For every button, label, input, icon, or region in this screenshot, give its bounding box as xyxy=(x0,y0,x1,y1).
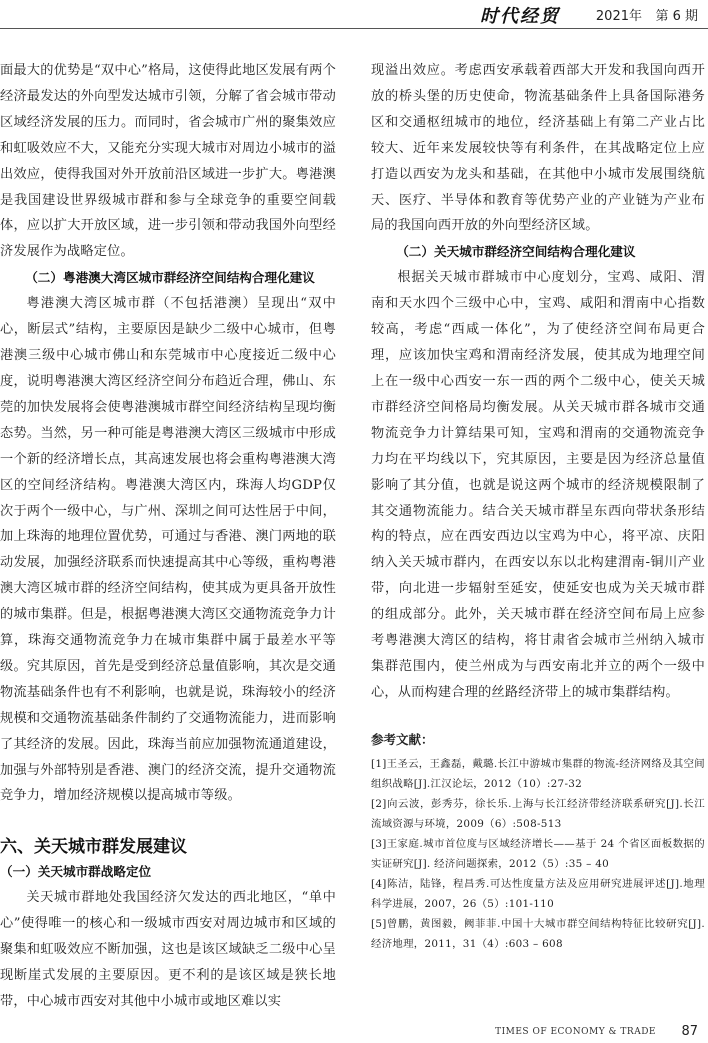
header-rule xyxy=(0,28,708,29)
left-column xyxy=(0,58,336,1015)
reference-item: [4]陈洁，陆锋，程昌秀.可达性度量方法及应用研究进展评述[J].地理科学进展，2007，26（5）:101-110 xyxy=(371,877,705,910)
page-header xyxy=(0,0,708,30)
paragraph: 关天城市群地处我国经济欠发达的西北地区，“单中心”使得唯一的核心和一级城市西安对周边城市和区域的聚集和虹吸效应不断加强，这也是该区域缺乏二级中心呈现断崖式发展的主要原因。更不利的是该区域是狭长地带，中心城市西安对其他中小城市或地区难以实 xyxy=(0,890,336,1009)
reference-item: [5]曾鹏，黄图毅，阙菲菲.中国十大城市群空间结构特征比较研究[J]. 经济地理，2011，31（4）:603 – 608 xyxy=(371,917,705,950)
paragraph: 粤港澳大湾区城市群（不包括港澳）呈现出“双中心，断层式”结构，主要原因是缺少二级中心城市，但粤港澳三级中心城市佛山和东莞城市中心度接近二级中心度，说明粤港澳大湾区经济空间分布趋近合理，佛山、东莞的加快发展将会使粤港澳城市群空间经济结构呈现均衡态势。当然，另一种可能是粤港澳大湾区三级城市中形成一个新的经济增长点，其高速发展也将会重构粤港澳大湾区的空间经济结构。粤港澳大湾区内，珠海人均GDP仅次于两个一级中心，与广州、深圳之间可达性居于中间，加上珠海的地理位置优势，可通过与香港、澳门两地的联动发展，加强经济联系而快速提高其中心等级，重构粤港澳大湾区城市群的经济空间结构，使其成为更具备开放性的城市集群。但是，根据粤港澳大湾区交通物流竞争力计算，珠海交通物流竞争力在城市集群中属于最差水平等级。究其原因，首先是受到经济总量值影响，其次是交通物流基础条件也有不利影响，也就是说，珠海较小的经济规模和交通物流基础条件制约了交通物流能力，进而影响了其经济的发展。因此，珠海当前应加强物流通道建设，加强与外部特别是香港、澳门的经济交流，提升交通物流竞争力，增加经济规模以提高城市等级。 xyxy=(0,296,336,804)
journal-title: 时代经贸 xyxy=(480,6,560,27)
section-heading: 六、关天城市群发展建议 xyxy=(0,837,187,858)
subsection-heading: （一）关天城市群战略定位 xyxy=(0,864,152,880)
journal-english-name: TIMES OF ECONOMY & TRADE xyxy=(495,1027,656,1037)
issue-number: 第 6 期 xyxy=(655,9,698,24)
paragraph: 现溢出效应。考虑西安承载着西部大开发和我国向西开放的桥头堡的历史使命，物流基础条件上具备国际港务区和交通枢纽城市的地位，经济基础上有第二产业占比较大、近年来发展较快等有利条件，在其战略定位上应打造以西安为龙头和基础，在其他中小城市发展围绕航天、医疗、半导体和教育等优势产业的产业链为产业布局的我国向西开放的外向型经济区域。 xyxy=(371,63,705,234)
right-column xyxy=(371,58,705,954)
references-heading: 参考文献： xyxy=(371,731,434,747)
issue-year: 2021年 xyxy=(595,9,642,24)
reference-item: [1]王圣云，王鑫磊，戴璐.长江中游城市集群的物流-经济网络及其空间组织战略[J].江汉论坛，2012（10）:27-32 xyxy=(371,757,705,790)
paragraph: 面最大的优势是“双中心”格局，这使得此地区发展有两个经济最发达的外向型发达城市引领，分解了省会城市带动区域经济发展的压力。而同时，省会城市广州的聚集效应和虹吸效应不大，又能充分实现大城市对周边小城市的溢出效应，使得我国对外开放前沿区域进一步扩大。粤港澳是我国建设世界级城市群和参与全球竞争的重要空间载体，应以扩大开放区域，进一步引领和带动我国外向型经济发展作为战略定位。 xyxy=(0,63,336,260)
paragraph: 根据关天城市群城市中心度划分，宝鸡、咸阳、渭南和天水四个三级中心中，宝鸡、咸阳和渭南中心指数较高，考虑“西咸一体化”，为了使经济空间布局更合理，应该加快宝鸡和渭南经济发展，使其成为地理空间上在一级中心西安一东一西的两个二级中心，使关天城市群经济空间格局均衡发展。从关天城市群各城市交通物流竞争力计算结果可知，宝鸡和渭南的交通物流竞争力均在平均线以下，究其原因，主要是因为经济总量值影响了其分值，也就是说这两个城市的经济规模限制了其交通物流能力。结合关天城市群呈东西向带状条形结构的特点，应在西安西边以宝鸡为中心，将平凉、庆阳纳入关天城市群内，在西安以东以北构建渭南-铜川产业带，向北进一步辐射至延安，使延安也成为关天城市群的组成部分。此外，关天城市群在经济空间布局上应参考粤港澳大湾区的结构，将甘肃省会城市兰州纳入城市集群范围内，使兰州成为与西安南北并立的两个一级中心，从而构建合理的丝路经济带上的城市集群结构。 xyxy=(371,270,705,700)
page-number: 87 xyxy=(681,1024,698,1039)
reference-item: [2]向云波，彭秀芬，徐长乐.上海与长江经济带经济联系研究[J].长江流域资源与环境，2009（6）:508-513 xyxy=(371,797,705,830)
reference-item: [3]王家庭.城市首位度与区域经济增长——基于 24 个省区面板数据的实证研究[J]. 经济问题探索，2012（5）:35 – 40 xyxy=(371,837,705,870)
subsection-heading: （二）关天城市群经济空间结构合理化建议 xyxy=(396,244,636,260)
subsection-heading: （二）粤港澳大湾区城市群经济空间结构合理化建议 xyxy=(25,270,315,286)
